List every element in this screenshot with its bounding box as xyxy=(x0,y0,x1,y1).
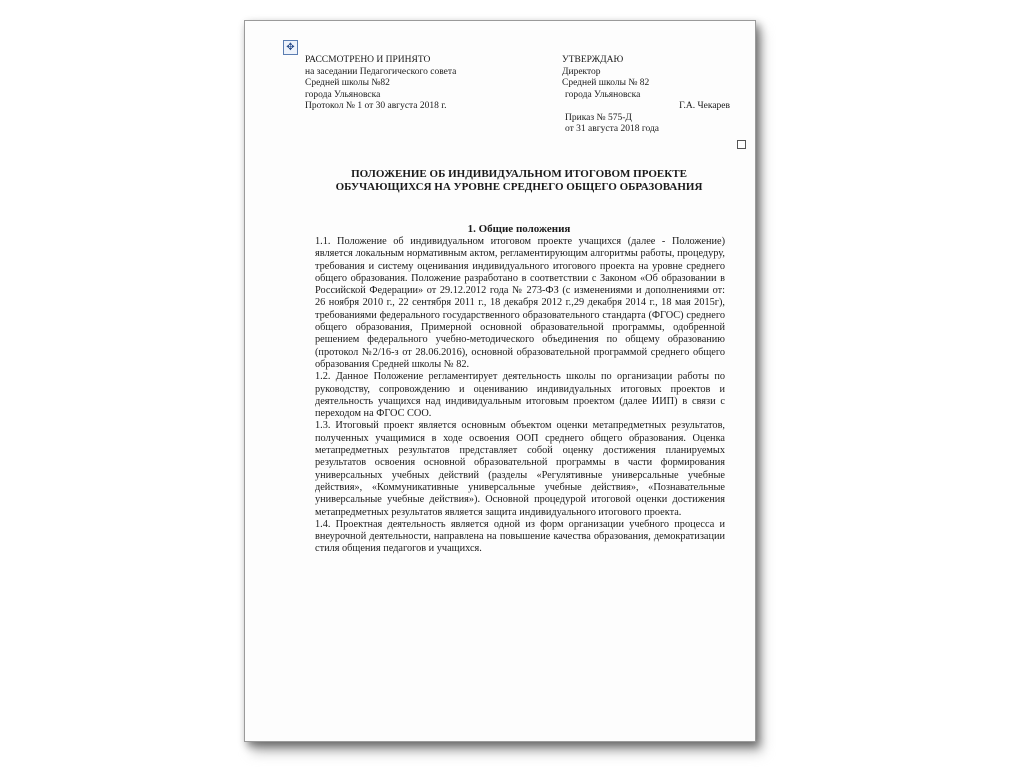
section-heading: 1. Общие положения xyxy=(467,223,571,235)
signer-name: Г.А. Чекарев xyxy=(679,101,730,111)
paragraph: 1.4. Проектная деятельность является одной из форм организации учебного процесса и внеурочной деятельности, направлена на повышение качества образования, демократизации стиля общения педагогов и учащихся. xyxy=(315,518,725,555)
approval-line: Протокол № 1 от 30 августа 2018 г. xyxy=(305,101,447,111)
approve-line: города Ульяновска xyxy=(565,89,641,100)
paragraph: 1.2. Данное Положение регламентирует деятельность школы по организации работы по руководству, сопровождению и оцениванию индивидуальных итоговых проектов и деятельность учащихся над индивидуальным итоговым проектом (далее ИИП) в связи с переходом на ФГОС СОО. xyxy=(315,371,725,420)
approval-line: Средней школы №82 xyxy=(305,78,390,88)
order-number: Приказ № 575-Д xyxy=(565,112,632,123)
approval-heading: РАССМОТРЕНО И ПРИНЯТО xyxy=(305,55,431,65)
approval-line: города Ульяновска xyxy=(305,89,381,100)
approve-line: Средней школы № 82 xyxy=(562,78,650,88)
document-body xyxy=(315,236,725,556)
approval-block-right xyxy=(562,55,732,136)
order-date: от 31 августа 2018 года xyxy=(565,124,660,134)
approve-line: Директор xyxy=(562,66,601,77)
approval-line: на заседании Педагогического совета xyxy=(305,66,457,77)
approval-block-left xyxy=(305,55,545,113)
table-resize-handle-icon[interactable] xyxy=(737,140,746,149)
table-move-handle-icon[interactable]: ✥ xyxy=(283,40,298,55)
document-title: ПОЛОЖЕНИЕ ОБ ИНДИВИДУАЛЬНОМ ИТОГОВОМ ПРОЕКТЕ ОБУЧАЮЩИХСЯ НА УРОВНЕ СРЕДНЕГО ОБЩЕГО ОБРАЗОВАНИЯ xyxy=(335,168,703,193)
paragraph: 1.1. Положение об индивидуальном итоговом проекте учащихся (далее - Положение) является локальным нормативным актом, регламентирующим алгоритмы работы, процедуру, требования и систему оценивания индивидуального итогового проекта на уровне среднего общего образования. Положение разработано в соответствии с Законом «Об образовании в Российской Федерации» от 29.12.2012 года № 273-ФЗ (с изменениями и дополнениями от: 26 ноября 2010 г., 22 сентября 2011 г., 18 декабря 2012 г.,29 декабря 2014 г., 18 мая 2015г), требованиями федерального государственного образовательного стандарта (ФГОС) среднего общего образования, Примерной основной образовательной программы, одобренной решением федерального учебно-методического объединения по общему образованию (протокол №2/16-з от 28.06.2016), основной образовательной программой среднего общего образования Средней школы № 82. xyxy=(315,236,725,370)
approve-heading: УТВЕРЖДАЮ xyxy=(562,55,624,65)
paragraph: 1.3. Итоговый проект является основным объектом оценки метапредметных результатов, полученных учащимися в ходе освоения ООП среднего общего образования. Оценка метапредметных результатов представляет собой оценку достижения планируемых результатов освоения основной образовательной программы в части формирования универсальных учебных действий (разделы «Регулятивные универсальные учебные действия», «Коммуникативные универсальные учебные действия», «Познавательные универсальные учебные действия»). Основной процедурой итоговой оценки достижения метапредметных результатов является защита индивидуального итогового проекта. xyxy=(315,420,725,518)
